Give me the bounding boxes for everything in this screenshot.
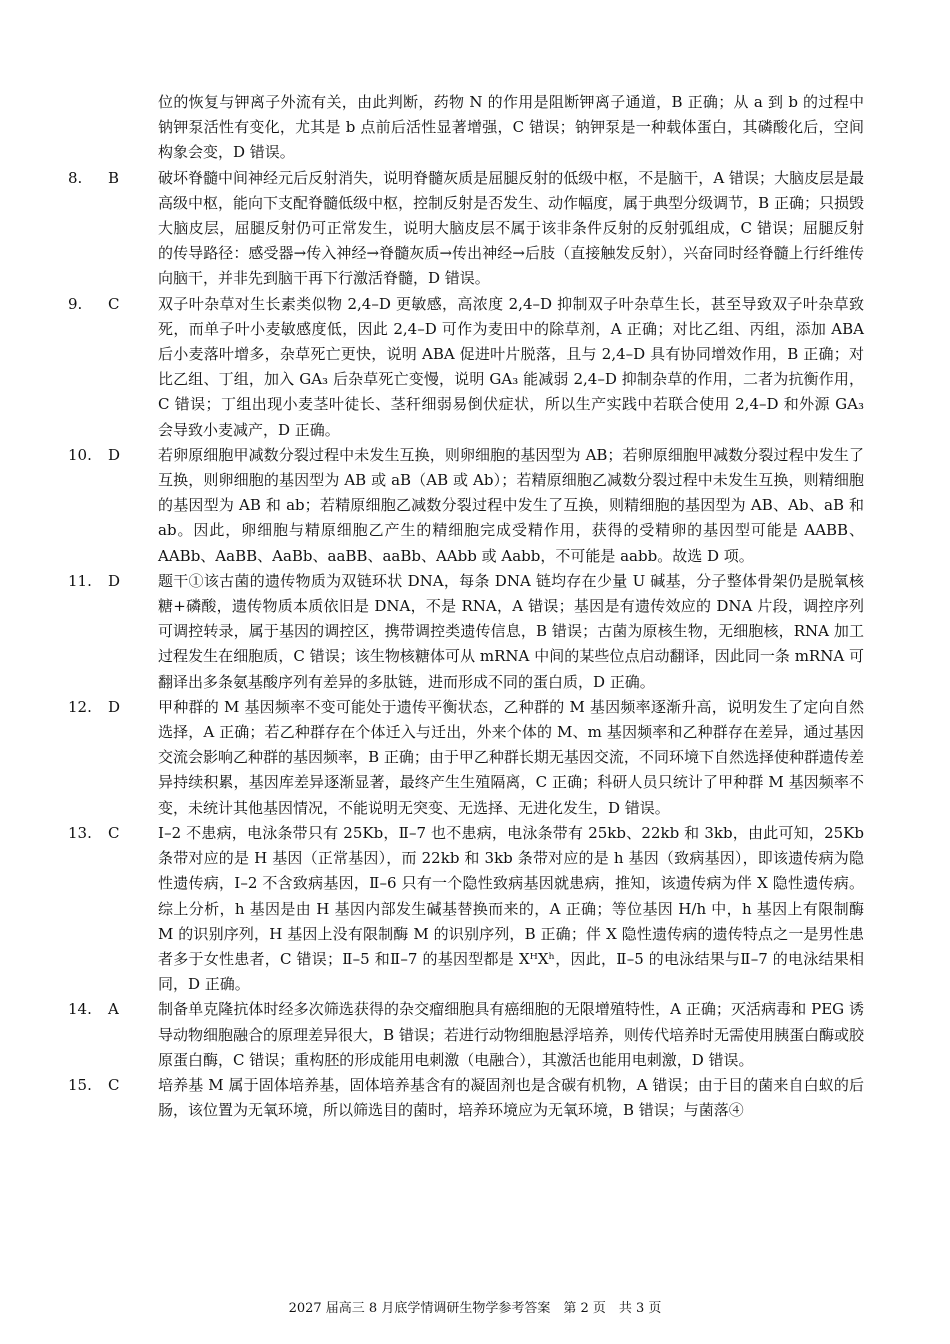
answer-item: [0, 821, 950, 997]
answer-key: [0, 166, 158, 292]
answer-key: [0, 569, 158, 695]
answer-letter: D: [108, 571, 121, 590]
answer-key: [0, 997, 158, 1073]
answer-explanation: 若卵原细胞甲减数分裂过程中未发生互换，则卵细胞的基因型为 AB；若卵原细胞甲减数分裂过程中发生了互换，则卵细胞的基因型为 AB 或 aB（AB 或 Ab）；若精原细胞乙减数分裂过程中未发生互换，则精细胞的基因型为 AB 和 ab；若精原细胞乙减数分裂过程中发生了互换，则精细胞的基因型为 AB、Ab、aB 和 ab。因此，卵细胞与精原细胞乙产生的精细胞完成受精作用，获得的受精卵的基因型可能是 AABB、AABb、AaBB、AaBb、aaBB、aaBb、AAbb 或 Aabb，不可能是 aabb。故选 D 项。: [158, 445, 864, 565]
answer-letter: C: [108, 1075, 120, 1094]
answer-key: [0, 821, 158, 997]
answer-explanation: Ⅰ–2 不患病，电泳条带只有 25Kb，Ⅱ–7 也不患病，电泳条带有 25kb、22kb 和 3kb，由此可知，25Kb 条带对应的是 H 基因（正常基因），而 22kb 和 3kb 条带对应的是 h 基因（致病基因），即该遗传病为隐性遗传病，Ⅰ–2 不含致病基因，Ⅱ–6 只有一个隐性致病基因就患病，推知，该遗传病为伴 X 隐性遗传病。综上分析，h 基因是由 H 基因内部发生碱基替换而来的，A 正确；等位基因 H/h 中，h 基因上有限制酶 M 的识别序列，H 基因上没有限制酶 M 的识别序列，B 正确；伴 X 隐性遗传病的遗传特点之一是男性患者多于女性患者，C 错误；Ⅱ–5 和Ⅱ–7 的基因型都是 XᴴXʰ，因此，Ⅱ–5 的电泳结果与Ⅱ–7 的电泳结果相同，D 正确。: [158, 823, 864, 994]
answer-item: [0, 695, 950, 821]
answer-explanation: 双子叶杂草对生长素类似物 2,4–D 更敏感，高浓度 2,4–D 抑制双子叶杂草生长，甚至导致双子叶杂草致死，而单子叶小麦敏感度低，因此 2,4–D 可作为麦田中的除草剂，A 正确；对比乙组、丙组，添加 ABA 后小麦落叶增多，杂草死亡更快，说明 ABA 促进叶片脱落，且与 2,4–D 具有协同增效作用，B 正确；对比乙组、丁组，加入 GA₃ 后杂草死亡变慢，说明 GA₃ 能减弱 2,4–D 抑制杂草的作用，二者为抗衡作用，C 错误；丁组出现小麦茎叶徒长、茎秆细弱易倒伏症状，所以生产实践中若联合使用 2,4–D 和外源 GA₃ 会导致小麦减产，D 正确。: [158, 294, 864, 439]
question-number: 11.: [68, 571, 92, 590]
question-number: 9.: [68, 294, 83, 313]
answer-list: [0, 166, 950, 1124]
answer-letter: C: [108, 294, 120, 313]
answer-letter: A: [108, 1000, 119, 1019]
answer-explanation: 培养基 M 属于固体培养基，固体培养基含有的凝固剂也是含碳有机物，A 错误；由于目的菌来自白蚁的后肠，该位置为无氧环境，所以筛选目的菌时，培养环境应为无氧环境，B 错误；与菌落④: [158, 1075, 864, 1120]
answer-item: [0, 569, 950, 695]
answer-explanation: 题干①该古菌的遗传物质为双链环状 DNA，每条 DNA 链均存在少量 U 碱基，分子整体骨架仍是脱氧核糖+磷酸，遗传物质本质依旧是 DNA，不是 RNA，A 错误；基因是有遗传效应的 DNA 片段，调控序列可调控转录，属于基因的调控区，携带调控类遗传信息，B 错误；古菌为原核生物，无细胞核，RNA 加工过程发生在细胞质，C 错误；该生物核糖体可从 mRNA 中间的某些位点启动翻译，因此同一条 mRNA 可翻译出多条氨基酸序列有差异的多肽链，进而形成不同的蛋白质，D 正确。: [158, 571, 864, 691]
answer-letter: D: [108, 445, 121, 464]
page-footer: 2027 届高三 8 月底学情调研生物学参考答案 第 2 页 共 3 页: [288, 1301, 662, 1316]
answer-key: [0, 695, 158, 821]
question-number: 12.: [68, 697, 92, 716]
answer-item: [0, 166, 950, 292]
answer-explanation: 制备单克隆抗体时经多次筛选获得的杂交瘤细胞具有癌细胞的无限增殖特性，A 正确；灭活病毒和 PEG 诱导动物细胞融合的原理差异很大，B 错误；若进行动物细胞悬浮培养，则传代培养时无需使用胰蛋白酶或胶原蛋白酶，C 错误；重构胚的形成能用电刺激（电融合），其激活也能用电刺激，D 错误。: [158, 1000, 864, 1069]
question-number: 8.: [68, 168, 83, 187]
question-number: 10.: [68, 445, 92, 464]
continued-explanation: 位的恢复与钾离子外流有关，由此判断，药物 N 的作用是阻断钾离子通道，B 正确；从 a 到 b 的过程中钠钾泵活性有变化，尤其是 b 点前后活性显著增强，C 错误；钠钾泵是一种载体蛋白，其磷酸化后，空间构象会变，D 错误。: [158, 93, 864, 162]
question-number: 15.: [68, 1075, 92, 1094]
answer-letter: D: [108, 697, 121, 716]
answer-item: [0, 292, 950, 443]
answer-explanation: 甲种群的 M 基因频率不变可能处于遗传平衡状态，乙种群的 M 基因频率逐渐升高，说明发生了定向自然选择，A 正确；若乙种群存在个体迁入与迁出，外来个体的 M、m 基因频率和乙种群存在差异，通过基因交流会影响乙种群的基因频率，B 正确；由于甲乙种群长期无基因交流，不同环境下自然选择使种群遗传差异持续积累，基因库差异逐渐显著，最终产生生殖隔离，C 正确；科研人员只统计了甲种群 M 基因频率不变，未统计其他基因情况，不能说明无突变、无选择、无进化发生，D 错误。: [158, 697, 864, 817]
question-number: 14.: [68, 1000, 92, 1019]
question-number: 13.: [68, 823, 92, 842]
answer-item: [0, 1073, 950, 1123]
answer-key: [0, 1073, 158, 1123]
answer-key: [0, 292, 158, 443]
answer-letter: C: [108, 823, 120, 842]
answer-letter: B: [108, 168, 120, 187]
answer-explanation: 破坏脊髓中间神经元后反射消失，说明脊髓灰质是屈腿反射的低级中枢，不是脑干，A 错误；大脑皮层是最高级中枢，能向下支配脊髓低级中枢，控制反射是否发生、动作幅度，属于典型分级调节，B 正确；只损毁大脑皮层，屈腿反射仍可正常发生，说明大脑皮层不属于该非条件反射的反射弧组成，C 错误；屈腿反射的传导路径：感受器→传入神经→脊髓灰质→传出神经→后肢（直接触发反射），兴奋同时经脊髓上行纤维传向脑干，并非先到脑干再下行激活脊髓，D 错误。: [158, 168, 864, 288]
answer-key: [0, 443, 158, 569]
answer-item: [0, 997, 950, 1073]
answer-item: [0, 443, 950, 569]
answer-content: [0, 90, 950, 1123]
